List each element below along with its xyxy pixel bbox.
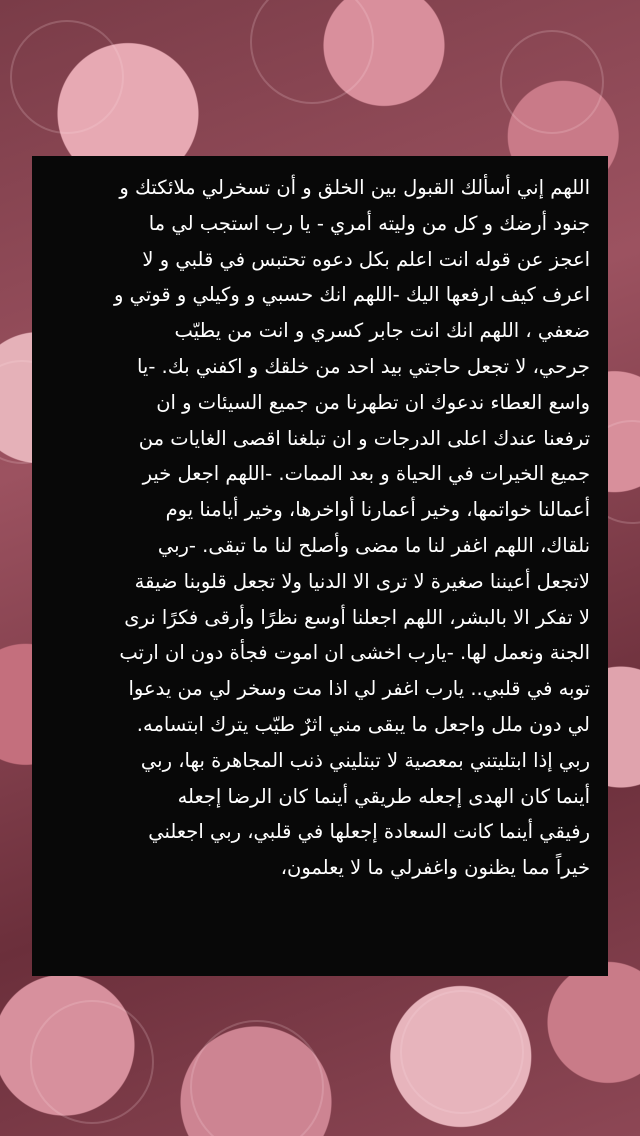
prayer-line: اللهم إني أسألك القبول بين الخلق و أن تسخرلي ملائكتك و bbox=[119, 176, 590, 199]
rose-icon bbox=[400, 990, 524, 1114]
prayer-line: جميع الخيرات في الحياة و بعد الممات. -اللهم اجعل خير bbox=[142, 462, 590, 486]
prayer-line: اعرف كيف ارفعها اليك -اللهم انك حسبي و وكيلي و قوتي و bbox=[113, 283, 590, 307]
rose-icon bbox=[190, 1020, 324, 1136]
rose-icon bbox=[250, 0, 374, 104]
prayer-line: الجنة ونعمل لها. -يارب اخشى ان اموت فجأة دون ان ارتب bbox=[119, 641, 590, 665]
rose-icon bbox=[30, 1000, 154, 1124]
prayer-line: ترفعنا عندك اعلى الدرجات و ان تبلغنا اقصى الغايات من bbox=[138, 426, 590, 450]
prayer-line: رفيقي أينما كانت السعادة إجعلها في قلبي، ربي اجعلني bbox=[148, 820, 590, 844]
prayer-line: ربي إذا ابتليتني بمعصية لا تبتليني ذنب المجاهرة بها، ربي bbox=[140, 748, 590, 772]
prayer-line: جرحي، لا تجعل حاجتي بيد احد من خلقك و اكفني بك. -يا bbox=[136, 354, 590, 378]
prayer-line: نلقاك، اللهم اغفر لنا ما مضى وأصلح لنا ما تبقى. -ربي bbox=[157, 533, 590, 557]
prayer-line: ضعفي ، اللهم انك انت جابر كسري و انت من يطيّب bbox=[174, 319, 590, 343]
prayer-line: لا تفكر الا بالبشر، اللهم اجعلنا أوسع نظرًا وأرقى فكرًا نرى bbox=[124, 605, 590, 629]
rose-icon bbox=[500, 30, 604, 134]
prayer-line: توبه في قلبي.. يارب اغفر لي اذا مت وسخر لي من يدعوا bbox=[128, 677, 590, 701]
prayer-text-card bbox=[32, 156, 608, 976]
prayer-line: جنود أرضك و كل من وليته أمري - يا رب استجب لي ما bbox=[148, 211, 590, 235]
prayer-line: أعمالنا خواتمها، وخير أعمارنا أواخرها، وخير أيامنا يوم bbox=[165, 498, 590, 522]
prayer-line: اعجز عن قوله انت اعلم بكل دعوه تحتبس في قلبي و لا bbox=[142, 247, 590, 271]
rose-icon bbox=[10, 20, 124, 134]
prayer-line: لاتجعل أعيننا صغيرة لا ترى الا الدنيا ولا تجعل قلوبنا ضيقة bbox=[134, 569, 590, 593]
prayer-line: خيراً مما يظنون واغفرلي ما لا يعلمون، bbox=[280, 856, 590, 880]
prayer-line: لي دون ملل واجعل ما يبقى مني اثرٌ طيّب يترك ابتسامه. bbox=[136, 712, 590, 736]
prayer-line: أينما كان الهدى إجعله طريقي أينما كان الرضا إجعله bbox=[177, 784, 590, 808]
prayer-line: واسع العطاء ندعوك ان تطهرنا من جميع السيئات و ان bbox=[156, 390, 590, 414]
